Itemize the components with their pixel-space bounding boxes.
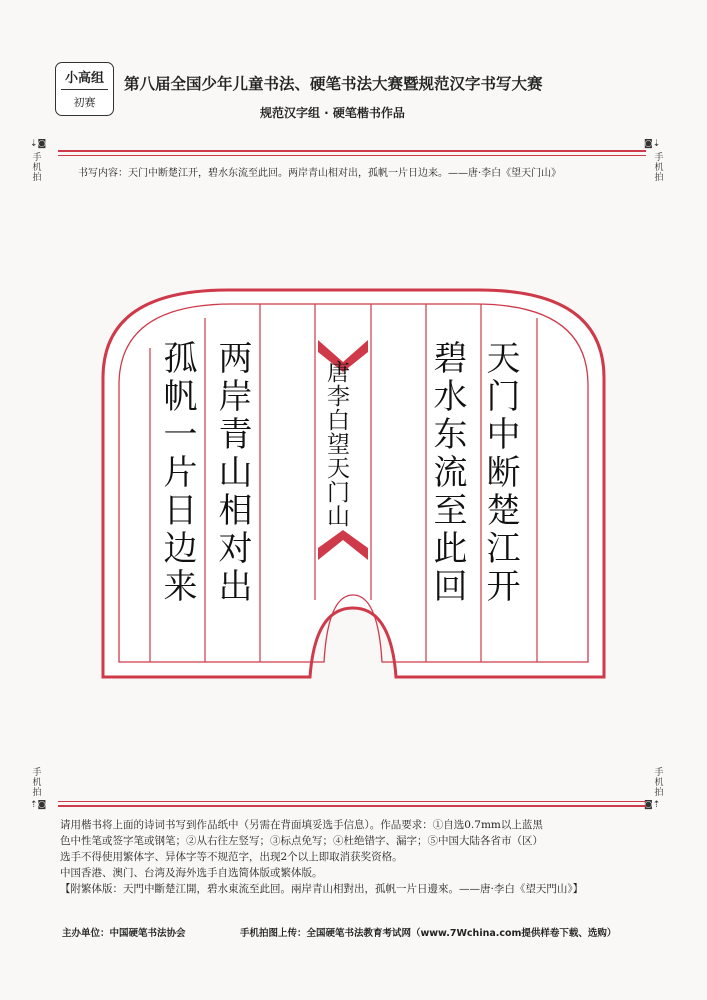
bottom-rule-thin	[58, 801, 646, 802]
camera-icon: ⇡◙	[30, 800, 47, 810]
camera-icon: ◙⇡	[644, 800, 661, 810]
instructions-line: 【附繁体版：天門中斷楚江開，碧水東流至此回。兩岸青山相對出，孤帆一片日邊來。——唐·李白《望天門山》】	[60, 883, 584, 895]
badge-round-label: 初赛	[73, 96, 96, 109]
page-subtitle: 规范汉字组 · 硬笔楷书作品	[260, 106, 405, 120]
side-label-top-left: 手机拍	[32, 153, 42, 183]
badge-group-label: 小高组	[64, 71, 104, 86]
instructions-line: 中国香港、澳门、台湾及海外选手自选简体版或繁体版。	[60, 867, 323, 879]
instructions	[60, 817, 640, 897]
side-label-bottom-left: 手机拍	[32, 768, 42, 798]
instructions-line: 色中性笔或签字笔或钢笔；②从右往左竖写；③标点免写；④杜绝错字、漏字；⑤中国大陆各省市（区）	[60, 835, 543, 847]
side-label-top-right: 手机拍	[654, 153, 664, 183]
poem-column-1: 天门中断楚江开	[480, 340, 520, 606]
content-line: 书写内容：天门中断楚江开，碧水东流至此回。两岸青山相对出，孤帆一片日边来。——唐·李白《望天门山》	[78, 168, 562, 179]
footer-organizer: 主办单位：中国硬笔书法协会	[62, 928, 186, 939]
page-title: 第八届全国少年儿童书法、硬笔书法大赛暨规范汉字书写大赛	[124, 74, 543, 93]
poem-column-2: 碧水东流至此回	[427, 340, 467, 606]
camera-icon: ⇣◙	[30, 139, 47, 149]
bottom-rule	[58, 805, 646, 807]
instructions-line: 请用楷书将上面的诗词书写到作品纸中（另需在背面填妥选手信息）。作品要求：①自选0.7mm以上蓝黑	[60, 819, 543, 831]
camera-icon: ◙⇣	[644, 139, 661, 149]
side-label-bottom-right: 手机拍	[654, 768, 664, 798]
title-column: 唐李白望天门山	[323, 360, 349, 528]
poem-column-4: 孤帆一片日边来	[157, 340, 197, 606]
footer-upload: 手机拍图上传：全国硬笔书法教育考试网（www.7Wchina.com提供样卷下载、选购）	[240, 928, 617, 939]
instructions-line: 选手不得使用繁体字、异体字等不规范字，出现2个以上即取消获奖资格。	[60, 851, 403, 863]
poem-column-3: 两岸青山相对出	[212, 340, 252, 606]
